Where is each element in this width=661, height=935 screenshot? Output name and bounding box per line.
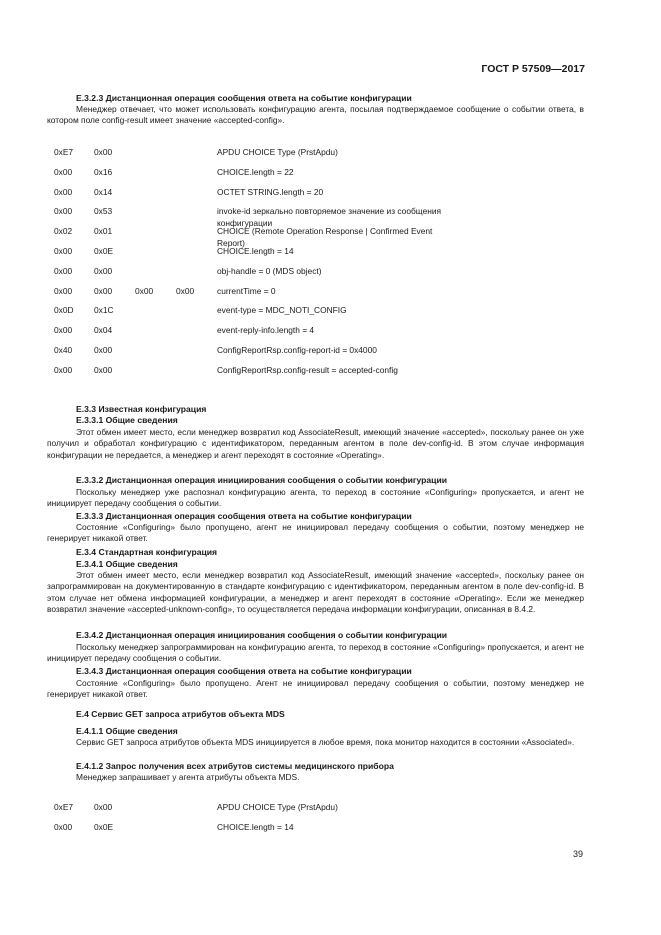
table-cell-byte: 0x00 — [54, 364, 73, 375]
table-cell-byte: 0x40 — [54, 345, 73, 355]
table-cell-byte: 0x00 — [54, 265, 73, 276]
section-heading: Е.4 Сервис GET запроса атрибутов объекта MDS — [76, 709, 285, 719]
section-heading: Е.4.1.2 Запрос получения всех атрибутов системы медицинского прибора — [76, 761, 394, 771]
paragraph: Этот обмен имеет место, если менеджер возвратил код AssociateResult, имеющий значение «accepted», поскольку ранее он запрограммирован на документированную в стандарте конфигурацию с идентификатором, переданным агентом в поле dev-config-id. В этом случае нет обмена информацией конфигурации, а менеджер и агент переходят в состояние «Operating». Если же менеджер возвратил значение «accepted-unknown-config», то осуществляется передача информации конфигурации, описанная в 8.4.2. — [47, 570, 584, 615]
table-cell-byte: 0x00 — [135, 285, 154, 296]
table-cell-byte: 0x00 — [54, 206, 73, 217]
section-heading: Е.3.3.2 Дистанционная операция инициирования сообщения о событии конфигурации — [76, 475, 448, 485]
table-cell-byte: 0x00 — [54, 325, 73, 336]
table-cell-description: invoke-id зеркально повторяемое значение из сообщения конфигурации — [217, 206, 442, 228]
table-cell-byte: 0x53 — [94, 206, 113, 217]
table-cell-description: CHOICE.length = 22 — [217, 166, 294, 177]
page-number: 39 — [572, 849, 583, 859]
table-cell-byte: 0x04 — [94, 325, 113, 336]
section-heading: Е.3.2.3 Дистанционная операция сообщения ответа на событие конфигурации — [76, 93, 412, 103]
table-cell-byte: 0x16 — [94, 166, 113, 177]
table-cell-byte: 0x00 — [94, 364, 113, 375]
paragraph: Состояние «Configuring» было пропущено. Агент не инициировал передачу сообщения о событии, поэтому менеджер не генерирует никакой ответ. — [47, 678, 584, 700]
standard-number: ГОСТ Р 57509—2017 — [481, 63, 585, 75]
table-cell-description: CHOICE.length = 14 — [217, 822, 294, 832]
paragraph: Менеджер отвечает, что может использовать конфигурацию агента, посылая подтверждаемое сообщение о событии ответа, в котором поле config-result имеет значение «accepted-config». — [47, 104, 584, 126]
table-cell-description: ConfigReportRsp.config-result = accepted-config — [217, 364, 398, 375]
section-heading: Е.3.3 Известная конфигурация — [76, 404, 207, 414]
section-heading: Е.3.4.2 Дистанционная операция инициирования сообщения о событии конфигурации — [76, 630, 448, 640]
section-heading: Е.3.3.3 Дистанционная операция сообщения ответа на событие конфигурации — [76, 511, 412, 521]
table-cell-byte: 0x1C — [94, 305, 114, 316]
table-cell-description: OCTET STRING.length = 20 — [217, 186, 324, 197]
table-cell-description: CHOICE.length = 14 — [217, 246, 294, 256]
table-cell-byte: 0x00 — [54, 166, 73, 177]
paragraph: Менеджер запрашивает у агента атрибуты объекта MDS. — [76, 772, 300, 782]
table-cell-byte: 0x00 — [94, 147, 113, 157]
paragraph: Поскольку менеджер запрограммирован на конфигурацию агента, то переход в состояние «Configuring» пропускается, и агент не инициирует передачу сообщения о событии. — [47, 642, 584, 664]
table-cell-byte: 0x02 — [54, 226, 73, 237]
table-cell-description: ConfigReportRsp.config-report-id = 0x4000 — [217, 345, 377, 355]
table-cell-description: event-type = MDC_NOTI_CONFIG — [217, 305, 347, 316]
table-cell-byte: 0x00 — [176, 285, 195, 296]
table-cell-byte: 0x0E — [94, 246, 114, 256]
table-cell-byte: 0x14 — [94, 186, 113, 197]
table-cell-byte: 0x00 — [54, 246, 73, 256]
table-cell-byte: 0x0D — [54, 305, 74, 316]
table-cell-description: event-reply-info.length = 4 — [217, 325, 315, 336]
section-heading: Е.4.1.1 Общие сведения — [76, 726, 178, 736]
table-cell-description: obj-handle = 0 (MDS object) — [217, 265, 322, 276]
paragraph: Поскольку менеджер уже распознал конфигурацию агента, то переход в состояние «Configuring» пропускается, и агент не инициирует передачу сообщения о событии. — [47, 487, 584, 509]
table-cell-byte: 0x00 — [54, 285, 73, 296]
table-cell-byte: 0xE7 — [54, 147, 74, 157]
table-cell-byte: 0x00 — [94, 285, 113, 296]
table-cell-description: CHOICE (Remote Operation Response | Confirmed Event Report) — [217, 226, 433, 248]
paragraph: Сервис GET запроса атрибутов объекта MDS инициируется в любое время, пока монитор находится в состоянии «Associated». — [76, 737, 575, 747]
section-heading: Е.3.4.1 Общие сведения — [76, 559, 178, 569]
table-cell-byte: 0x00 — [54, 186, 73, 197]
section-heading: Е.3.4 Стандартная конфигурация — [76, 547, 218, 557]
paragraph: Этот обмен имеет место, если менеджер возвратил код AssociateResult, имеющий значение «accepted», поскольку ранее он уже получил и обработал конфигурацию с идентификатором, переданным агентом в поле dev-config-id. В этом случае информация конфигурации не передается, а менеджер и агент переходят в состояние «Operating». — [47, 427, 584, 460]
table-cell-byte: 0xE7 — [54, 802, 74, 812]
paragraph: Состояние «Configuring» было пропущено, агент не инициировал передачу сообщения о событии, поэтому менеджер не генерирует никакой ответ. — [47, 522, 584, 544]
table-cell-byte: 0x01 — [94, 226, 113, 237]
table-cell-byte: 0x00 — [94, 345, 113, 355]
table-cell-byte: 0x00 — [54, 822, 73, 832]
table-cell-description: APDU CHOICE Type (PrstApdu) — [217, 802, 338, 812]
table-cell-byte: 0x00 — [94, 265, 113, 276]
table-cell-description: APDU CHOICE Type (PrstApdu) — [217, 147, 338, 157]
table-cell-byte: 0x0E — [94, 822, 114, 832]
section-heading: Е.3.4.3 Дистанционная операция сообщения ответа на событие конфигурации — [76, 666, 412, 676]
table-cell-description: currentTime = 0 — [217, 285, 276, 296]
table-cell-byte: 0x00 — [94, 802, 113, 812]
section-heading: Е.3.3.1 Общие сведения — [76, 415, 178, 425]
